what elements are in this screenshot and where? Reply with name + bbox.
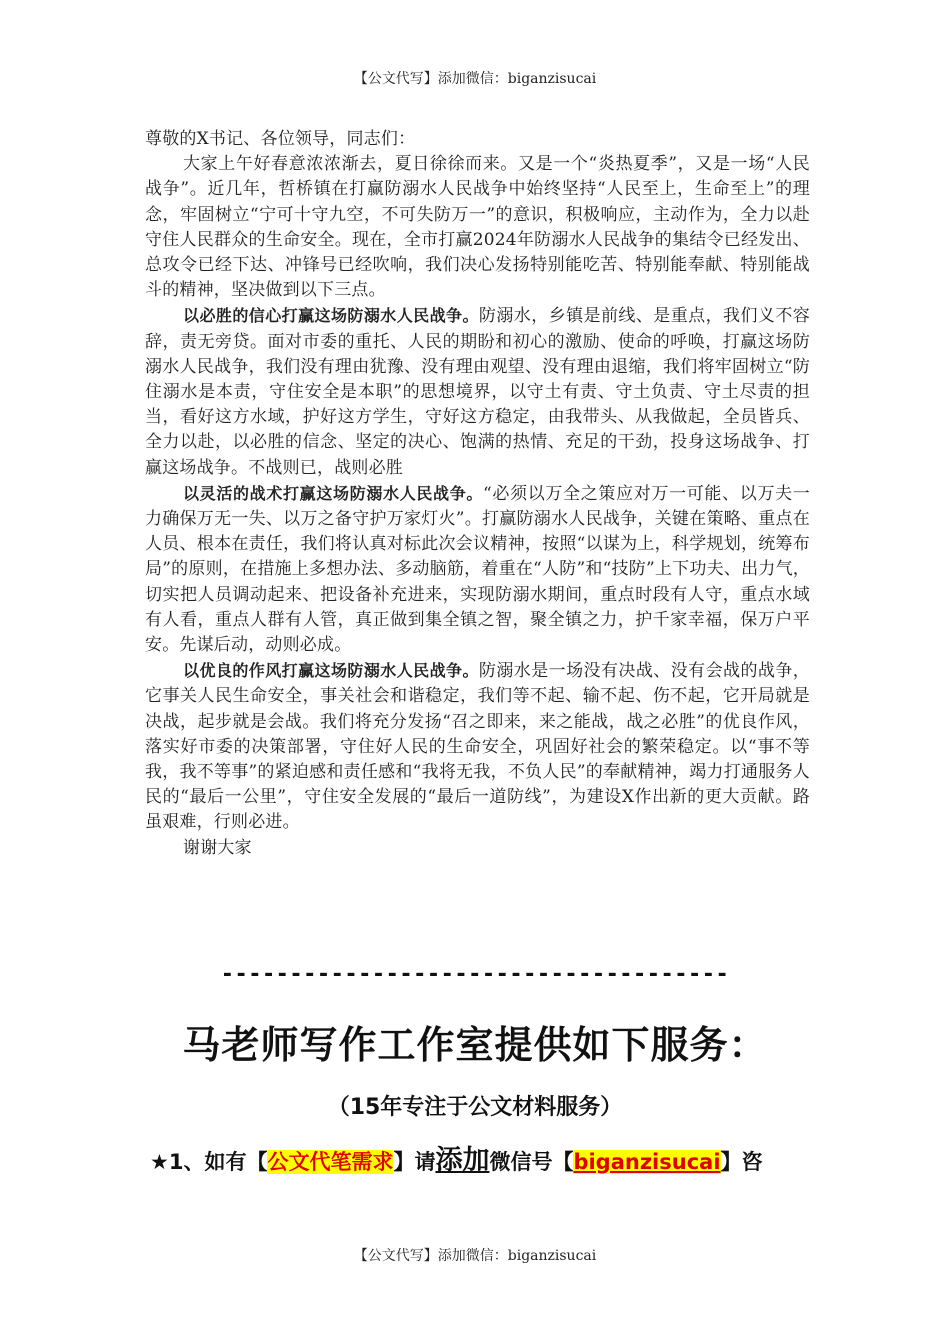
intro-paragraph: 大家上午好春意浓浓渐去，夏日徐徐而来。又是一个“炎热夏季”，又是一场“人民战争”。近几年，哲桥镇在打赢防溺水人民战争中始终坚持“人民至上，生命至上”的理念，牢固树立“宁可十守九空，不可失防万一”的意识，积极响应，主动作为，全力以赴守住人民群众的生命安全。现在，全市打赢2024年防溺水人民战争的集结令已经发出、总攻令已经下达、冲锋号已经吹响，我们决心发扬特别能吃苦、特别能奉献、特别能战斗的精神，坚决做到以下三点。 — [145, 154, 810, 301]
page-header: 【公文代写】添加微信：biganzisucai — [353, 71, 597, 87]
promo-wechat-id: biganzisucai — [573, 1150, 721, 1174]
point-lead: 以必胜的信心打赢这场防溺水人民战争。 — [183, 306, 479, 326]
document-body — [145, 127, 810, 861]
point-paragraph — [145, 658, 810, 835]
promo-prefix: ★1、如有【 — [150, 1150, 268, 1174]
closing: 谢谢大家 — [183, 837, 252, 858]
point-lead: 以优良的作风打赢这场防溺水人民战争。 — [183, 661, 479, 681]
promo-contact-line — [150, 1138, 850, 1177]
promo-middle-2: 微信号【 — [489, 1150, 574, 1174]
divider-line: ------------------------------------- — [220, 962, 730, 987]
promo-suffix: 】咨 — [720, 1150, 763, 1174]
point-paragraph — [145, 481, 810, 658]
page-footer: 【公文代写】添加微信：biganzisucai — [353, 1248, 597, 1264]
point-paragraph — [145, 303, 810, 480]
promo-subtitle: （15年专注于公文材料服务） — [327, 1095, 623, 1120]
salutation: 尊敬的X书记、各位领导，同志们： — [145, 129, 416, 149]
promo-add-emphasis: 添加 — [435, 1145, 490, 1176]
point-text: “必须以万全之策应对万一可能、以万夫一力确保万无一失、以万之备守护万家灯火”。打赢防溺水人民战争，关键在策略、重点在人员、根本在责任，我们将认真对标此次会议精神，按照“以谋为上，科学规划，统筹布局”的原则，在措施上多想办法、多动脑筋，着重在“人防”和“技防”上下功夫、出力气，切实把人员调动起来、把设备补充进来，实现防溺水期间，重点时段有人守，重点水域有人看，重点人群有人管，真正做到集全镇之智，聚全镇之力，护千家幸福，保万户平安。先谋后动，动则必成。 — [145, 483, 810, 656]
promo-title: 马老师写作工作室提供如下服务： — [182, 1023, 768, 1067]
point-text: 防溺水是一场没有决战、没有会战的战争，它事关人民生命安全，事关社会和谐稳定，我们等不起、输不起、伤不起，它开局就是决战，起步就是会战。我们将充分发扬“召之即来，来之能战，战之必胜”的优良作风，落实好市委的决策部署，守住好人民的生命安全，巩固好社会的繁荣稳定。以“事不等我，我不等事”的紧迫感和责任感和“我将无我，不负人民”的奉献精神，竭力打通服务人民的“最后一公里”，守住安全发展的“最后一道防线”，为建设X作出新的更大贡献。路虽艰难，行则必进。 — [145, 661, 810, 833]
point-lead: 以灵活的战术打赢这场防溺水人民战争。 — [183, 483, 484, 503]
point-text: 防溺水，乡镇是前线、是重点，我们义不容辞，责无旁贷。面对市委的重托、人民的期盼和初心的激励、使命的呼唤，打赢这场防溺水人民战争，我们没有理由犹豫、没有理由观望、没有理由退缩，我们将牢固树立“防住溺水是本责，守住安全是本职”的思想境界，以守土有责、守土负责、守土尽责的担当，看好这方水域，护好这方学生，守好这方稳定，由我带头、从我做起，全员皆兵、全力以赴，以必胜的信念、坚定的决心、饱满的热情、充足的干劲，投身这场战争、打赢这场战争。不战则已，战则必胜 — [145, 306, 810, 478]
promo-highlight-service: 公文代笔需求 — [267, 1150, 394, 1174]
promo-middle: 】请 — [393, 1150, 436, 1174]
